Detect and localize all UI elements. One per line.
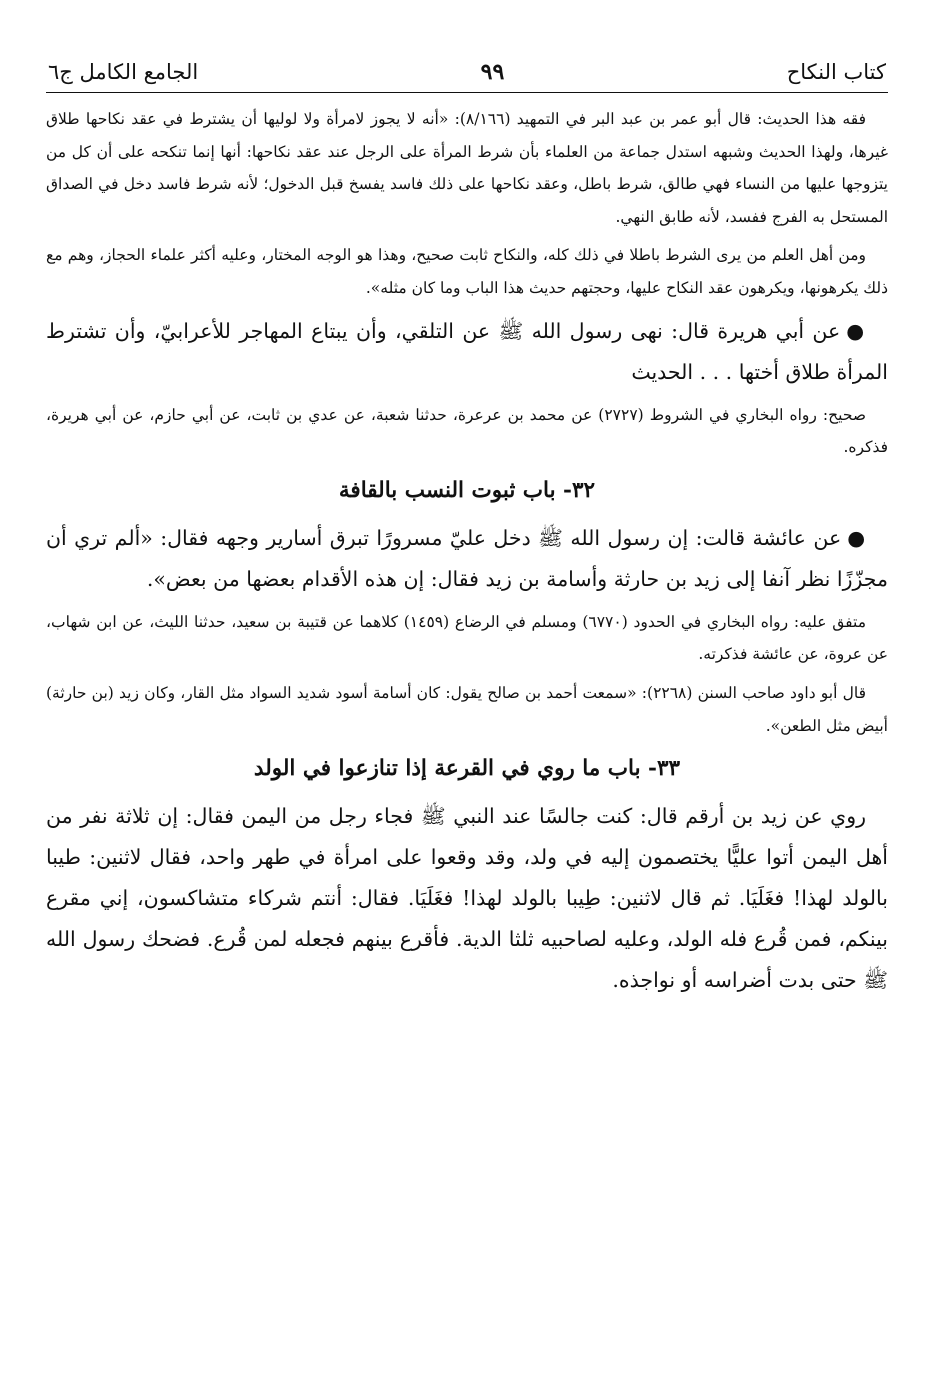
bullet-icon: ● [847, 525, 866, 550]
page-number: ٩٩ [480, 59, 505, 85]
hadith-text: عن أبي هريرة قال: نهى رسول الله ﷺ عن التلقي، وأن يبتاع المهاجر للأعرابيّ، وأن تشترط المرأة طلاق أختها . . . الحديث [46, 318, 888, 384]
book-volume-title: الجامع الكامل ج٦ [48, 60, 199, 84]
bullet-icon: ● [846, 318, 866, 343]
chapter-heading-32: ٣٢- باب ثبوت النسب بالقافة [338, 477, 596, 503]
running-header [46, 58, 888, 93]
takhrij-paragraph-3: قال أبو داود صاحب السنن (٢٢٦٨): «سمعت أحمد بن صالح يقول: كان أسامة أسود شديد السواد مثل القار، وكان زيد (بن حارثة) أبيض مثل الطعن». [46, 683, 888, 735]
takhrij-paragraph-2: متفق عليه: رواه البخاري في الحدود (٦٧٧٠) ومسلم في الرضاع (١٤٥٩) كلاهما عن قتيبة بن سعيد، حدثنا الليث، عن ابن شهاب، عن عروة، عن عائشة فذكرته. [46, 612, 888, 664]
fiqh-paragraph-2: ومن أهل العلم من يرى الشرط باطلا في ذلك كله، والنكاح ثابت صحيح، وهذا هو الوجه المختار، وعليه أكثر علماء الحجاز، وهم مع ذلك يكرهونها، ويكرهون عقد النكاح عليها، وحجتهم حديث هذا الباب وما كان مثله». [46, 246, 888, 297]
chapter-heading-33: ٣٣- باب ما روي في القرعة إذا تنازعوا في الولد [253, 756, 681, 782]
book-chapter-title: كتاب النكاح [786, 60, 886, 84]
fiqh-paragraph-1: فقه هذا الحديث: قال أبو عمر بن عبد البر في التمهيد (٨/١٦٦): «أنه لا يجوز لامرأة ولا لوليها أن يشترط في عقد نكاحها طلاق غيرها، ولهذا الحديث وشبهه استدل جماعة من العلماء بأن شرط المرأة على الرجل عند عقد نكاحها: أنها إنما تنكحه على أن كل من يتزوجها عليها من النساء فهي طالق، شرط باطل، وعقد نكاحها على ذلك فاسد يفسخ قبل الدخول؛ لأنه شرط فاسد دخل في الصداق المستحل به الفرج ففسد، لأنه طابق النهي. [46, 110, 888, 226]
hadith-zayd-bin-arqam: روي عن زيد بن أرقم قال: كنت جالسًا عند النبي ﷺ فجاء رجل من اليمن فقال: إن ثلاثة نفر من أهل اليمن أتوا عليًّا يختصمون إليه في ولد، وقد وقعوا على امرأة في طهر واحد، فقال لاثنين: طيبا بالولد لهذا! فغَلَيَا. ثم قال لاثنين: طِيبا بالولد لهذا! فغَلَيَا. فقال: أنتم شركاء متشاكسون، إني مقرع بينكم، فمن قُرع فله الولد، وعليه لصاحبيه ثلثا الدية. فأقرع بينهم فجعله لمن قُرع. فضحك رسول الله ﷺ حتى بدت أضراسه أو نواجذه. [46, 804, 888, 993]
hadith-abu-hurayra [46, 311, 888, 393]
takhrij-paragraph-1: صحيح: رواه البخاري في الشروط (٢٧٢٧) عن محمد بن عرعرة، حدثنا شعبة، عن عدي بن ثابت، عن أبي حازم، عن أبي هريرة، فذكره. [46, 405, 888, 457]
hadith-text: عن عائشة قالت: إن رسول الله ﷺ دخل عليّ مسرورًا تبرق أسارير وجهه فقال: «ألم تري أن مجزّزًا نظر آنفا إلى زيد بن حارثة وأسامة بن زيد فقال: إن هذه الأقدام بعضها من بعض». [46, 525, 888, 591]
hadith-aisha [46, 518, 888, 600]
